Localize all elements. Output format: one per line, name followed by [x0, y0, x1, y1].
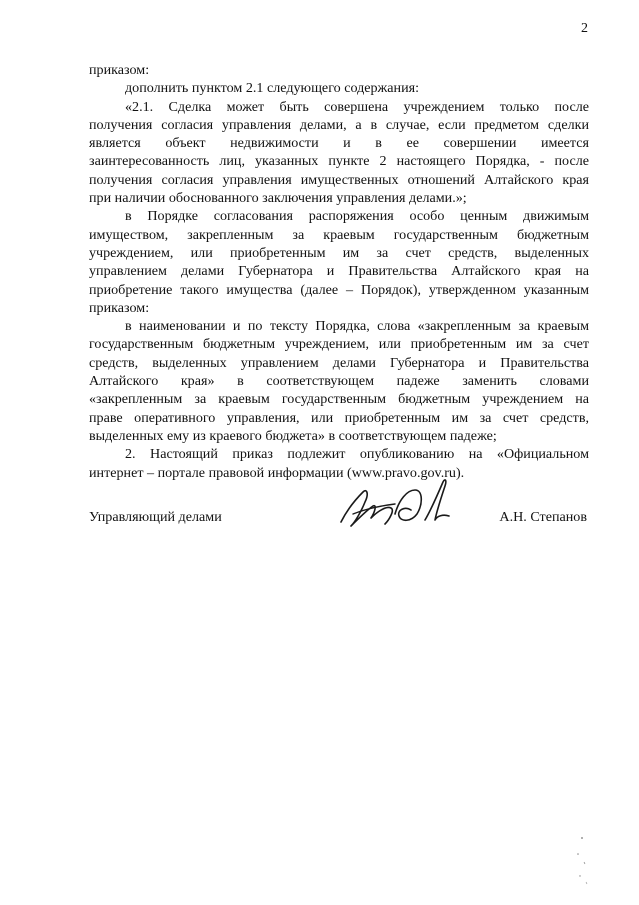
text-line: дополнить пунктом 2.1 следующего содержания: [125, 80, 420, 97]
text-line: имуществом, закрепленным за краевым государственным бюджетным [89, 226, 589, 243]
signature-block [89, 508, 589, 528]
text-line: в Порядке согласования распоряжения особо ценным движимым [125, 208, 589, 225]
text-line: приобретение такого имущества (далее – Порядок), утвержденном указанным [89, 281, 589, 298]
text-line: получения согласия управления делами, а в случае, если предметом сделки [89, 116, 589, 133]
signatory-name: А.Н. Степанов [499, 509, 587, 525]
signatory-title: Управляющий делами [89, 509, 222, 525]
document-body [89, 61, 589, 482]
text-line: заинтересованность лиц, указанных пункте 2 настоящего Порядка, - после [89, 153, 589, 170]
text-line: учреждением, или приобретенным им за счет средств, выделенных [89, 244, 589, 261]
text-line: «2.1. Сделка может быть совершена учреждением только после [125, 98, 589, 115]
text-line: получения согласия управления имущественных отношений Алтайского края [89, 171, 589, 188]
text-line: приказом: [89, 299, 150, 316]
text-line: интернет – портале правовой информации (www.pravo.gov.ru). [89, 464, 465, 481]
scan-marks [560, 820, 600, 890]
text-line: является объект недвижимости и в ее совершении имеется [89, 135, 589, 152]
text-line: выделенных ему из краевого бюджета» в соответствующем падеже; [89, 427, 497, 444]
text-line: 2. Настоящий приказ подлежит опубликованию на «Официальном [125, 446, 589, 463]
text-line: «закрепленным за краевым государственным бюджетным учреждением на [89, 391, 589, 408]
text-line: государственным бюджетным учреждением, или приобретенным им за счет [89, 336, 589, 353]
page-number: 2 [581, 21, 588, 36]
text-line: при наличии обоснованного заключения управления делами.»; [89, 190, 467, 207]
text-line: средств, выделенных управлением делами Губернатора и Правительства [89, 354, 589, 371]
text-line: управлением делами Губернатора и Правительства Алтайского края на [89, 263, 589, 280]
text-line: Алтайского края» в соответствующем падеже заменить словами [89, 373, 589, 390]
text-line: праве оперативного управления, или приобретенным им за счет средств, [89, 409, 589, 426]
handwritten-signature [333, 470, 463, 540]
text-line: в наименовании и по тексту Порядка, слова «закрепленным за краевым [125, 318, 589, 335]
text-line: приказом: [89, 62, 150, 78]
